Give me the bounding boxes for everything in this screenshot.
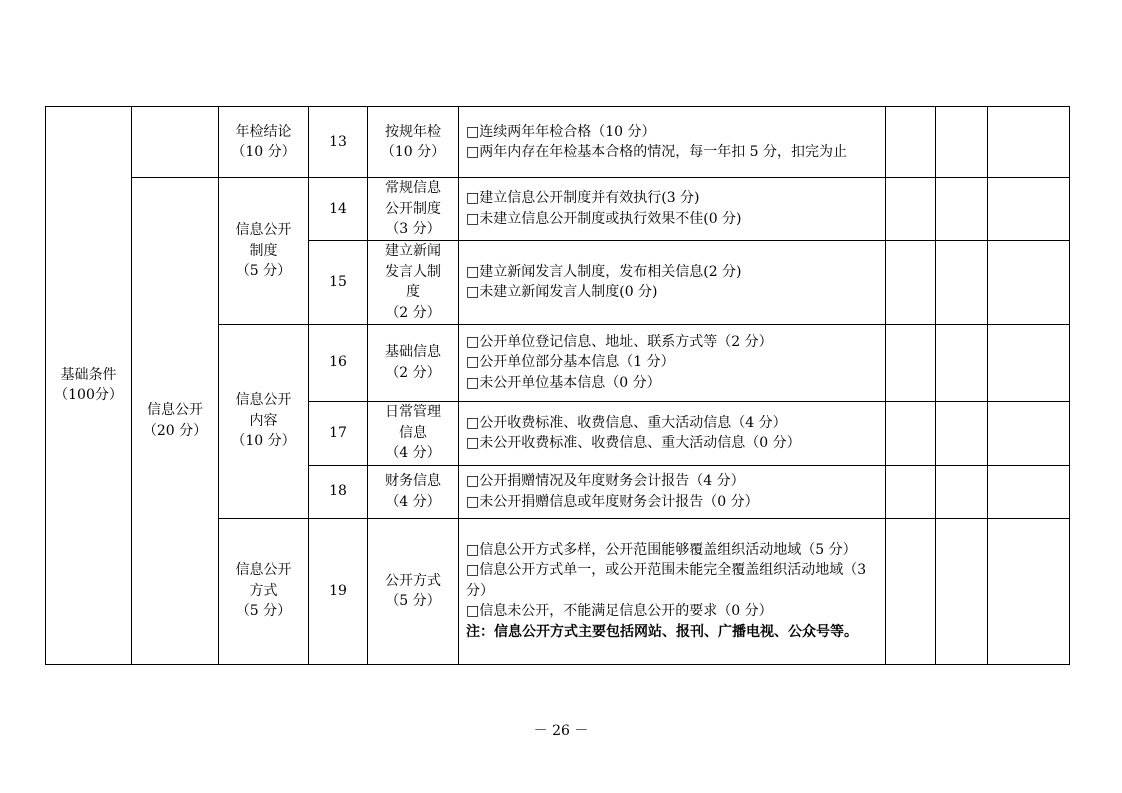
score-cell-2 bbox=[936, 107, 988, 178]
indicator-cell bbox=[368, 518, 459, 664]
score-cell-2 bbox=[936, 240, 988, 324]
row-number: 15 bbox=[309, 240, 368, 324]
criteria-cell bbox=[459, 518, 886, 664]
item-label: 内容 bbox=[249, 412, 278, 429]
criterion: □未建立新闻发言人制度(0 分) bbox=[466, 284, 658, 300]
criterion: □信息未公开，不能满足信息公开的要求（0 分） bbox=[466, 603, 773, 620]
item-cell bbox=[219, 178, 309, 325]
category-label: 基础条件 bbox=[60, 366, 117, 383]
row-number: 14 bbox=[309, 178, 368, 241]
score-cell-3 bbox=[988, 324, 1070, 401]
indicator-label: 基础信息 bbox=[385, 344, 441, 360]
criterion: □公开收费标准、收费信息、重大活动信息（4 分） bbox=[466, 414, 787, 431]
score-cell-3 bbox=[988, 401, 1070, 465]
item-score: （10 分） bbox=[231, 433, 296, 450]
indicator-score: （2 分） bbox=[385, 364, 441, 381]
subcategory-cell bbox=[132, 178, 219, 665]
indicator-cell bbox=[368, 401, 459, 465]
indicator-label: 财务信息 bbox=[385, 473, 441, 489]
criteria-cell bbox=[459, 324, 886, 401]
item-cell bbox=[219, 107, 309, 178]
indicator-cell bbox=[368, 107, 459, 178]
criterion: □两年内存在年检基本合格的情况，每一年扣 5 分，扣完为止 bbox=[466, 144, 848, 160]
criterion: □建立新闻发言人制度，发布相关信息(2 分) bbox=[466, 263, 742, 280]
score-cell-1 bbox=[886, 518, 936, 664]
criterion: □未建立信息公开制度或执行效果不佳(0 分) bbox=[466, 210, 742, 227]
item-score: （10 分） bbox=[231, 144, 296, 160]
item-score: （5 分） bbox=[235, 263, 292, 279]
criterion: □信息公开方式多样，公开范围能够覆盖组织活动地域（5 分） bbox=[466, 541, 857, 558]
score-cell-2 bbox=[936, 178, 988, 241]
indicator-label: 建立新闻 bbox=[385, 243, 441, 259]
criteria-cell bbox=[459, 240, 886, 324]
item-cell bbox=[219, 324, 309, 518]
score-cell-2 bbox=[936, 401, 988, 465]
score-cell-2 bbox=[936, 465, 988, 518]
item-score: （5 分） bbox=[235, 603, 292, 620]
criteria-cell bbox=[459, 178, 886, 241]
score-cell-1 bbox=[886, 401, 936, 465]
criterion: □未公开捐赠信息或年度财务会计报告（0 分） bbox=[466, 493, 759, 510]
indicator-score: （5 分） bbox=[385, 593, 441, 609]
score-cell-1 bbox=[886, 324, 936, 401]
subcategory-score: （20 分） bbox=[142, 422, 208, 439]
indicator-score: （4 分） bbox=[385, 493, 441, 510]
indicator-cell bbox=[368, 465, 459, 518]
row-number: 19 bbox=[309, 518, 368, 664]
subcategory-cell bbox=[132, 107, 219, 178]
score-cell-3 bbox=[988, 518, 1070, 664]
indicator-label: 公开方式 bbox=[385, 572, 441, 589]
category-cell bbox=[46, 107, 132, 665]
page-number: － 26 － bbox=[533, 723, 589, 739]
indicator-label: 日常管理 bbox=[385, 404, 441, 421]
criteria-cell bbox=[459, 401, 886, 465]
indicator-score: （4 分） bbox=[385, 445, 441, 462]
score-cell-3 bbox=[988, 178, 1070, 241]
item-label: 年检结论 bbox=[235, 123, 292, 140]
indicator-cell bbox=[368, 240, 459, 324]
table-row bbox=[46, 178, 1070, 241]
indicator-label: 公开制度 bbox=[385, 200, 441, 217]
score-cell-2 bbox=[936, 324, 988, 401]
score-cell-1 bbox=[886, 465, 936, 518]
score-cell-3 bbox=[988, 240, 1070, 324]
subcategory-label: 信息公开 bbox=[147, 402, 203, 419]
score-cell-2 bbox=[936, 518, 988, 664]
row-number: 13 bbox=[309, 107, 368, 178]
criteria-cell bbox=[459, 465, 886, 518]
indicator-label: 度 bbox=[406, 284, 420, 300]
evaluation-table bbox=[45, 106, 1070, 665]
indicator-label: 常规信息 bbox=[385, 180, 441, 196]
item-label: 信息公开 bbox=[235, 392, 292, 409]
item-label: 信息公开 bbox=[235, 562, 292, 579]
indicator-label: 信息 bbox=[399, 424, 427, 441]
indicator-cell bbox=[368, 178, 459, 241]
indicator-score: （2 分） bbox=[385, 304, 441, 321]
criteria-cell bbox=[459, 107, 886, 178]
item-label: 制度 bbox=[249, 242, 278, 259]
criterion: □公开单位部分基本信息（1 分） bbox=[466, 354, 675, 371]
row-number: 16 bbox=[309, 324, 368, 401]
indicator-label: 发言人制 bbox=[385, 263, 441, 280]
item-label: 方式 bbox=[249, 582, 278, 599]
indicator-score: （10 分） bbox=[380, 144, 446, 160]
criterion: □信息公开方式单一，或公开范围未能完全覆盖组织活动地域（3 分） bbox=[466, 562, 867, 599]
indicator-score: （3 分） bbox=[385, 221, 441, 237]
table-row bbox=[46, 107, 1070, 178]
criterion: □公开捐赠情况及年度财务会计报告（4 分） bbox=[466, 473, 745, 489]
item-label: 信息公开 bbox=[235, 222, 292, 238]
score-cell-3 bbox=[988, 465, 1070, 518]
indicator-label: 按规年检 bbox=[385, 123, 441, 140]
category-score: （100分） bbox=[54, 387, 123, 404]
criterion: □未公开单位基本信息（0 分） bbox=[466, 374, 661, 391]
criterion: □建立信息公开制度并有效执行(3 分) bbox=[466, 190, 700, 207]
criterion: □未公开收费标准、收费信息、重大活动信息（0 分） bbox=[466, 435, 801, 451]
note-text: 注：信息公开方式主要包括网站、报刊、广播电视、公众号等。 bbox=[466, 623, 858, 640]
row-number: 17 bbox=[309, 401, 368, 465]
score-cell-1 bbox=[886, 107, 936, 178]
score-cell-1 bbox=[886, 178, 936, 241]
criterion: □连续两年年检合格（10 分） bbox=[466, 123, 656, 140]
criterion: □公开单位登记信息、地址、联系方式等（2 分） bbox=[466, 333, 773, 350]
indicator-cell bbox=[368, 324, 459, 401]
item-cell bbox=[219, 518, 309, 664]
score-cell-3 bbox=[988, 107, 1070, 178]
row-number: 18 bbox=[309, 465, 368, 518]
score-cell-1 bbox=[886, 240, 936, 324]
